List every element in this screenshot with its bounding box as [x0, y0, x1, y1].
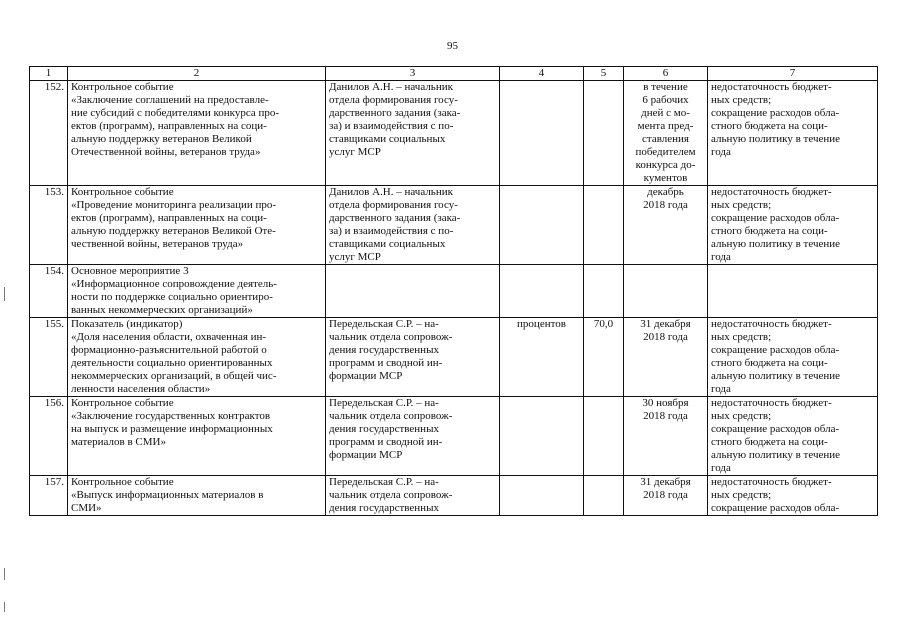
value-cell [584, 186, 624, 265]
unit-cell [500, 476, 584, 516]
cell-line: недостаточность бюджет- [711, 81, 832, 93]
cell-line: отдела формирования госу- [329, 199, 458, 211]
column-header-6: 6 [624, 67, 708, 81]
cell-line: 6 рабочих [642, 94, 689, 106]
cell-line: формационно-разъяснительной работой о [71, 344, 267, 356]
row-number-cell: 157. [30, 476, 68, 516]
cell-line: стного бюджета на соци- [711, 120, 828, 132]
cell-line: «Доля населения области, охваченная ин- [71, 331, 267, 343]
column-header-2: 2 [68, 67, 326, 81]
cell-line: ных средств; [711, 410, 772, 422]
table-body [30, 81, 878, 516]
unit-cell [500, 397, 584, 476]
row-number-cell: 153. [30, 186, 68, 265]
responsible-cell [326, 397, 500, 476]
risks-cell [708, 265, 878, 318]
row-number-cell: 155. [30, 318, 68, 397]
cell-line: Данилов А.Н. – начальник [329, 186, 453, 198]
cell-line: в течение [643, 81, 688, 93]
deadline-cell [624, 81, 708, 186]
deadline-cell [624, 397, 708, 476]
cell-line: альную политику в течение [711, 449, 841, 461]
cell-line: ных средств; [711, 199, 772, 211]
cell-line: ставщиками социальных [329, 133, 446, 145]
cell-line: победителем [635, 146, 696, 158]
table-row [30, 265, 878, 318]
row-number-cell: 154. [30, 265, 68, 318]
cell-line: ных средств; [711, 94, 772, 106]
cell-line: стного бюджета на соци- [711, 436, 828, 448]
cell-line: альную поддержку ветеранов Великой Оте- [71, 225, 276, 237]
cell-line: ставления [642, 133, 689, 145]
cell-line: деятельности социально ориентированных [71, 357, 273, 369]
cell-line: ставщиками социальных [329, 238, 446, 250]
responsible-cell [326, 476, 500, 516]
unit-cell [500, 81, 584, 186]
cell-line: 31 декабря [640, 318, 691, 330]
cell-line: недостаточность бюджет- [711, 186, 832, 198]
cell-line: дения государственных [329, 502, 439, 514]
cell-line: Передельская С.Р. – на- [329, 476, 439, 488]
cell-line: недостаточность бюджет- [711, 476, 832, 488]
event-cell [68, 318, 326, 397]
row-number-cell: 152. [30, 81, 68, 186]
cell-line: материалов в СМИ» [71, 436, 166, 448]
cell-line: Основное мероприятие 3 [71, 265, 189, 277]
cell-line: ных средств; [711, 331, 772, 343]
column-header-5: 5 [584, 67, 624, 81]
cell-line: стного бюджета на соци- [711, 225, 828, 237]
cell-line: «Заключение государственных контрактов [71, 410, 271, 422]
cell-line: Контрольное событие [71, 81, 174, 93]
cell-line: дарственного задания (зака- [329, 212, 461, 224]
cell-line: чальник отдела сопровож- [329, 410, 453, 422]
table-row [30, 186, 878, 265]
cell-line: «Проведение мониторинга реализации про- [71, 199, 277, 211]
cell-line: декабрь [647, 186, 684, 198]
table-row [30, 476, 878, 516]
cell-line: некоммерческих организаций, в общей чис- [71, 370, 277, 382]
cell-line: формации МСР [329, 449, 403, 461]
value-cell [584, 397, 624, 476]
deadline-cell [624, 265, 708, 318]
cell-line: 2018 года [643, 199, 688, 211]
cell-line: «Заключение соглашений на предоставле- [71, 94, 269, 106]
cell-line: сокращение расходов обла- [711, 423, 840, 435]
cell-line: программ и сводной ин- [329, 436, 443, 448]
cell-line: года [711, 251, 731, 263]
cell-line: дарственного задания (зака- [329, 107, 461, 119]
cell-line: за) и взаимодействия с по- [329, 120, 454, 132]
responsible-cell [326, 186, 500, 265]
cell-line: Передельская С.Р. – на- [329, 318, 439, 330]
value-cell [584, 81, 624, 186]
cell-line: сокращение расходов обла- [711, 344, 840, 356]
cell-line: Передельская С.Р. – на- [329, 397, 439, 409]
cell-line: 2018 года [643, 331, 688, 343]
cell-line: дения государственных [329, 344, 439, 356]
cell-line: Отечественной войны, ветеранов труда» [71, 146, 261, 158]
cell-line: дней с мо- [641, 107, 690, 119]
cell-line: 30 ноября [642, 397, 689, 409]
cell-line: альную политику в течение [711, 133, 841, 145]
cell-line: 2018 года [643, 410, 688, 422]
column-header-1: 1 [30, 67, 68, 81]
cell-line: кументов [643, 172, 688, 184]
plan-table [29, 66, 878, 516]
cell-line: 31 декабря [640, 476, 691, 488]
cell-line: Контрольное событие [71, 186, 174, 198]
cell-line: ванных некоммерческих организаций» [71, 304, 253, 316]
cell-line: ние субсидий с победителями конкурса про- [71, 107, 280, 119]
cell-line: Контрольное событие [71, 397, 174, 409]
deadline-cell [624, 318, 708, 397]
cell-line: сокращение расходов обла- [711, 212, 840, 224]
cell-line: 2018 года [643, 489, 688, 501]
cell-line: стного бюджета на соци- [711, 357, 828, 369]
cell-line: Данилов А.Н. – начальник [329, 81, 453, 93]
row-number-cell: 156. [30, 397, 68, 476]
cell-line: услуг МСР [329, 251, 381, 263]
column-header-4: 4 [500, 67, 584, 81]
cell-line: ленности населения области» [71, 383, 211, 395]
unit-cell: процентов [500, 318, 584, 397]
cell-line: года [711, 146, 731, 158]
value-cell: 70,0 [584, 318, 624, 397]
cell-line: «Информационное сопровождение деятель- [71, 278, 277, 290]
deadline-cell [624, 476, 708, 516]
cell-line: СМИ» [71, 502, 102, 514]
cell-line: дения государственных [329, 423, 439, 435]
column-header-3: 3 [326, 67, 500, 81]
responsible-cell [326, 318, 500, 397]
cell-line: сокращение расходов обла- [711, 502, 840, 514]
cell-line: ектов (программ), направленных на соци- [71, 212, 267, 224]
cell-line: альную поддержку ветеранов Великой [71, 133, 252, 145]
cell-line: недостаточность бюджет- [711, 318, 832, 330]
table-row [30, 397, 878, 476]
cell-line: за) и взаимодействия с по- [329, 225, 454, 237]
cell-line: Контрольное событие [71, 476, 174, 488]
cell-line: формации МСР [329, 370, 403, 382]
margin-mark [4, 568, 5, 580]
cell-line: ектов (программ), направленных на соци- [71, 120, 267, 132]
cell-line: чественной войны, ветеранов труда» [71, 238, 244, 250]
cell-line: альную политику в течение [711, 370, 841, 382]
cell-line: Показатель (индикатор) [71, 318, 183, 330]
event-cell [68, 476, 326, 516]
cell-line: альную политику в течение [711, 238, 841, 250]
responsible-cell [326, 81, 500, 186]
header-row [30, 67, 878, 81]
cell-line: мента пред- [637, 120, 694, 132]
risks-cell [708, 186, 878, 265]
cell-line: ности по поддержке социально ориентиро- [71, 291, 273, 303]
cell-line: сокращение расходов обла- [711, 107, 840, 119]
table-row [30, 318, 878, 397]
cell-line: услуг МСР [329, 146, 381, 158]
margin-mark [4, 287, 5, 301]
event-cell [68, 186, 326, 265]
cell-line: отдела формирования госу- [329, 94, 458, 106]
cell-line: программ и сводной ин- [329, 357, 443, 369]
event-cell [68, 265, 326, 318]
column-header-7: 7 [708, 67, 878, 81]
risks-cell [708, 318, 878, 397]
cell-line: чальник отдела сопровож- [329, 331, 453, 343]
risks-cell [708, 81, 878, 186]
page-number: 95 [447, 40, 458, 52]
cell-line: ных средств; [711, 489, 772, 501]
margin-mark [4, 602, 5, 612]
cell-line: недостаточность бюджет- [711, 397, 832, 409]
cell-line: конкурса до- [635, 159, 696, 171]
value-cell [584, 476, 624, 516]
event-cell [68, 81, 326, 186]
cell-line: года [711, 383, 731, 395]
cell-line: на выпуск и размещение информационных [71, 423, 273, 435]
responsible-cell [326, 265, 500, 318]
unit-cell [500, 265, 584, 318]
cell-line: «Выпуск информационных материалов в [71, 489, 264, 501]
deadline-cell [624, 186, 708, 265]
value-cell [584, 265, 624, 318]
cell-line: чальник отдела сопровож- [329, 489, 453, 501]
risks-cell [708, 476, 878, 516]
table-row [30, 81, 878, 186]
event-cell [68, 397, 326, 476]
unit-cell [500, 186, 584, 265]
cell-line: года [711, 462, 731, 474]
risks-cell [708, 397, 878, 476]
